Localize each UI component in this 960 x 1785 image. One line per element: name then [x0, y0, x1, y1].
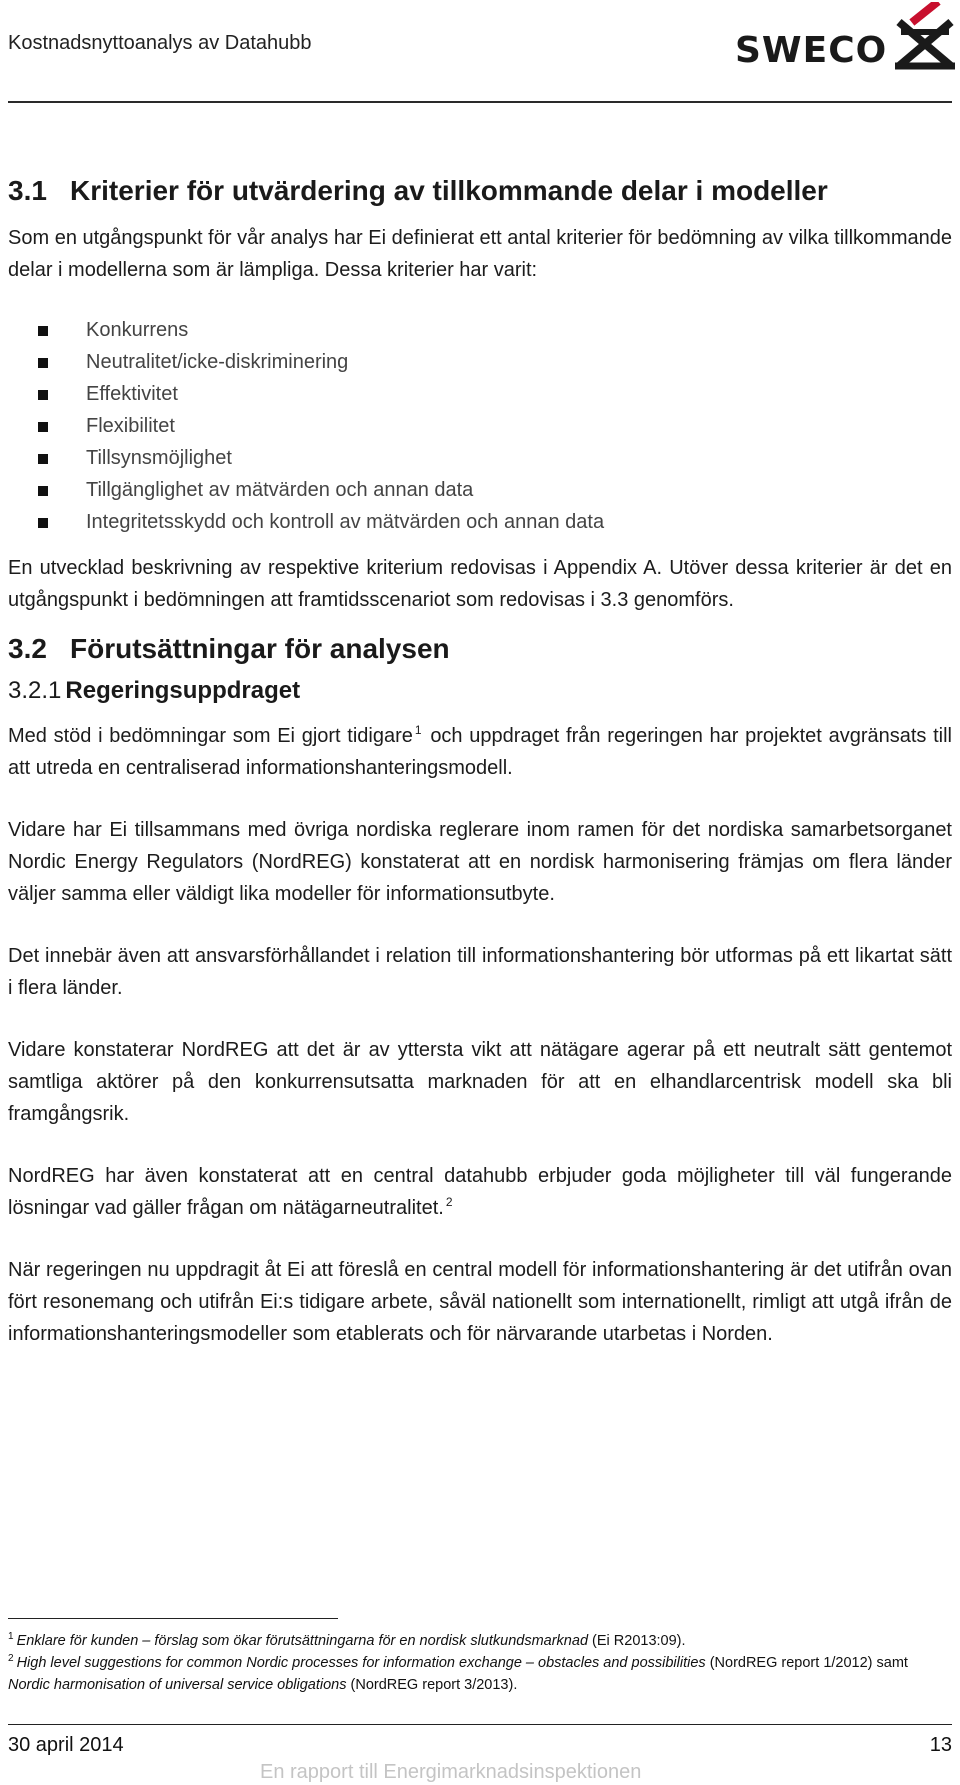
page-content	[8, 176, 952, 1350]
body-paragraph: Med stöd i bedömningar som Ei gjort tidigare $^1$ och uppdraget från regeringen har projektet avgränsats till att utreda en centraliserad informationshanteringsmodell.	[8, 722, 952, 779]
section-title: Förutsättningar för analysen	[70, 632, 450, 664]
document-title: Kostnadsnyttoanalys av Datahubb	[8, 32, 312, 54]
footer-date: 30 april 2014	[8, 1734, 124, 1756]
bullet-icon	[38, 390, 48, 400]
list-item: Tillsynsmöjlighet	[8, 442, 952, 474]
page-header	[8, 0, 952, 104]
list-item: Tillgänglighet av mätvärden och annan data	[8, 474, 952, 506]
sweco-logo	[725, 2, 960, 76]
section-heading-3-2-1	[8, 677, 952, 706]
bullet-icon	[38, 358, 48, 368]
logo-text: SWECO	[735, 30, 888, 71]
footnote-divider	[8, 1618, 338, 1619]
section-number: 3.2.1	[8, 677, 62, 705]
list-item: Flexibilitet	[8, 410, 952, 442]
list-item: Konkurrens	[8, 314, 952, 346]
footnote-ref[interactable]: 2	[445, 1194, 453, 1209]
bullet-icon	[38, 422, 48, 432]
sweco-logo-icon	[893, 2, 957, 72]
body-paragraph: Det innebär även att ansvarsförhållandet i relation till informationshantering bör utformas på ett likartat sätt i flera länder.	[8, 944, 952, 999]
section-heading-3-2	[8, 632, 952, 666]
footnote: $^2$ High level suggestions for common Nordic processes for information exchange – obstacles and possibilities (NordREG report 1/2012) samt Nordic harmonisation of universal service obligations (NordREG report 3/2013).	[8, 1653, 908, 1693]
bullet-icon	[38, 518, 48, 528]
footer-divider	[8, 1724, 952, 1725]
footer-subtitle: En rapport till Energimarknadsinspektionen	[260, 1761, 642, 1783]
bullet-icon	[38, 454, 48, 464]
section-title: Kriterier för utvärdering av tillkommande delar i modeller	[70, 175, 828, 206]
outro-paragraph: En utvecklad beskrivning av respektive kriterium redovisas i Appendix A. Utöver dessa kriterier är det en utgångspunkt i bedömningen att framtidsscenariot som redovisas i 3.3 genomförs.	[8, 556, 952, 611]
body-paragraph: När regeringen nu uppdragit åt Ei att föreslå en central modell för informationshantering är det utifrån ovan fört resonemang och utifrån Ei:s tidigare arbete, såväl nationellt som internationellt, rimligt att utgå ifrån de informationshanteringsmodeller som etablerats och för närvarande utarbetas i Norden.	[8, 1258, 952, 1345]
list-item: Neutralitet/icke-diskriminering	[8, 346, 952, 378]
body-paragraph: Vidare konstaterar NordREG att det är av yttersta vikt att nätägare agerar på ett neutralt sätt gentemot samtliga aktörer på den konkurrensutsatta marknaden för att en elhandlarcentrisk modell ska bli framgångsrik.	[8, 1038, 952, 1125]
section-number: 3.1	[8, 175, 47, 206]
section-title: Regeringsuppdraget	[65, 677, 301, 705]
section-number: 3.2	[8, 632, 47, 664]
bullet-icon	[38, 326, 48, 336]
footnote: $^1$ Enklare för kunden – förslag som ökar förutsättningarna för en nordisk slutkundsmarknad (Ei R2013:09).	[8, 1631, 686, 1649]
section-heading-3-1	[8, 174, 952, 208]
footnote-mark: 2	[8, 1653, 14, 1664]
body-paragraph: Vidare har Ei tillsammans med övriga nordiska reglerare inom ramen för det nordiska samarbetsorganet Nordic Energy Regulators (NordREG) konstaterat att en nordisk harmonisering främjas om flera länder väljer samma eller väldigt lika modeller för informationsutbyte.	[8, 818, 952, 905]
list-item: Effektivitet	[8, 378, 952, 410]
footnote-ref[interactable]: 1	[414, 722, 422, 737]
header-divider	[8, 101, 952, 103]
footnotes	[8, 1630, 952, 1696]
intro-paragraph: Som en utgångspunkt för vår analys har Ei definierat ett antal kriterier för bedömning av vilka tillkommande delar i modellerna som är lämpliga. Dessa kriterier har varit:	[8, 226, 952, 281]
bullet-icon	[38, 486, 48, 496]
body-paragraph: NordREG har även konstaterat att en central datahubb erbjuder goda möjligheter till väl fungerande lösningar vad gäller frågan om nätägarneutralitet. $^2$	[8, 1164, 952, 1219]
criteria-list	[8, 314, 952, 538]
page-number: 13	[929, 1734, 952, 1756]
footnote-mark: 1	[8, 1631, 14, 1642]
list-item: Integritetsskydd och kontroll av mätvärden och annan data	[8, 506, 952, 538]
